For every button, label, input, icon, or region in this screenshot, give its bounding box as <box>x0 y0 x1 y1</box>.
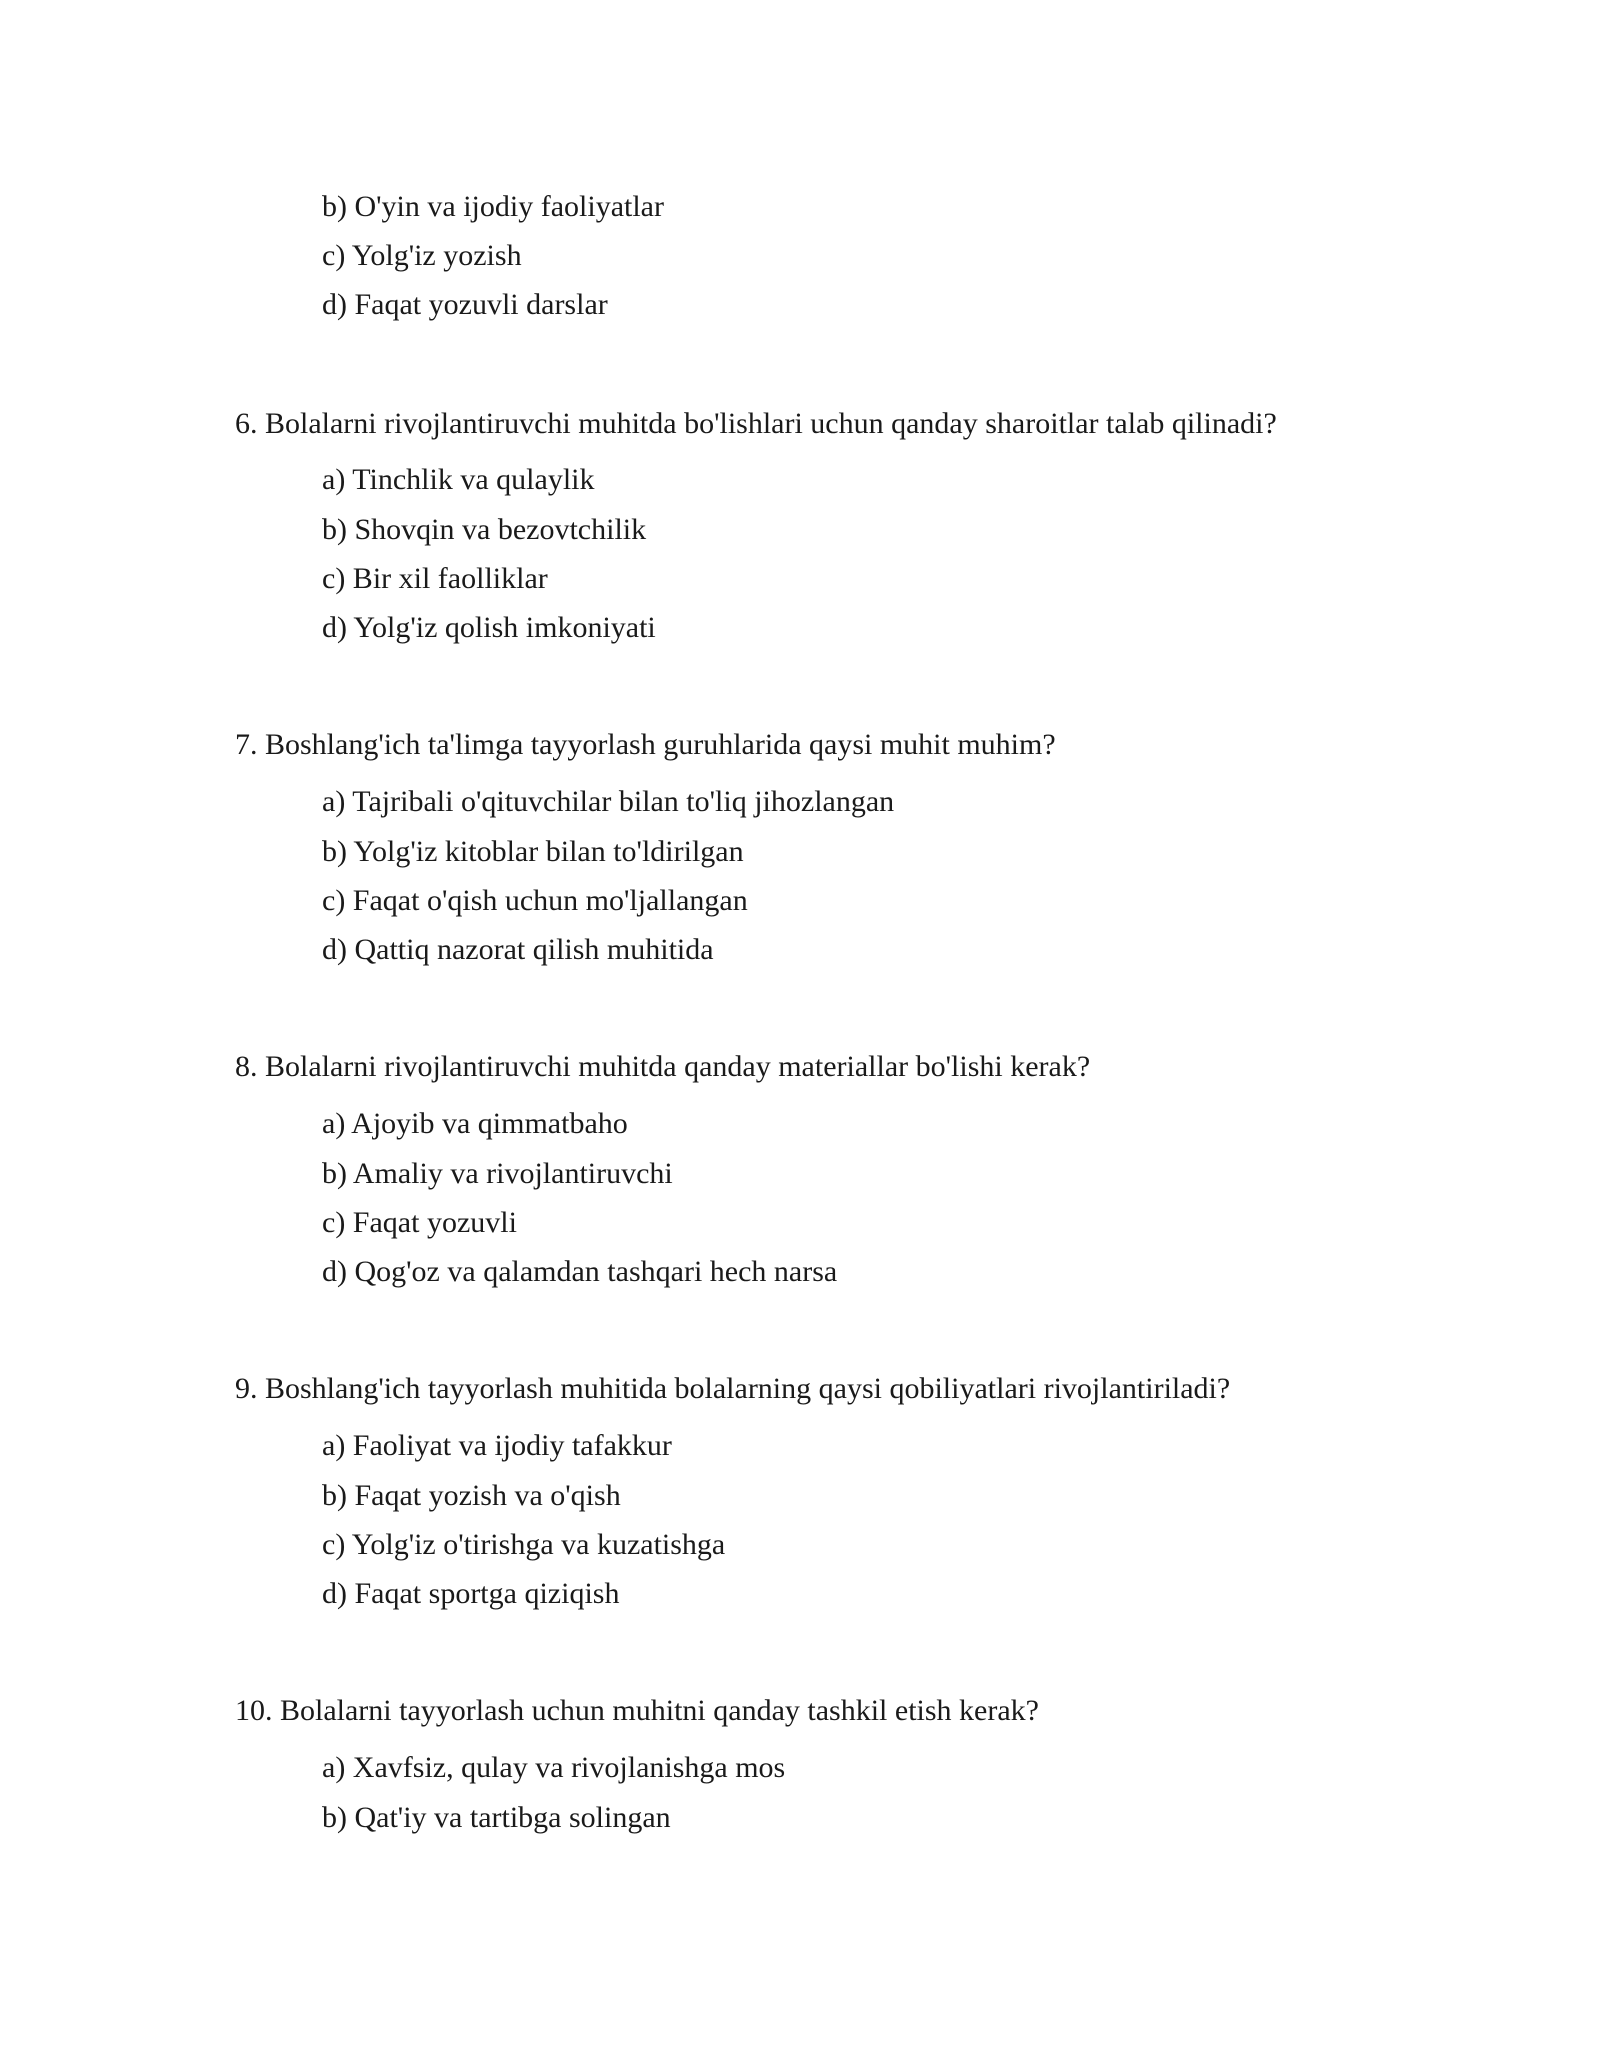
option-9a: a) Faoliyat va ijodiy tafakkur <box>322 1429 672 1462</box>
option-6d: d) Yolg'iz qolish imkoniyati <box>322 611 656 644</box>
question-8: 8. Bolalarni rivojlantiruvchi muhitda qanday materiallar bo'lishi kerak? <box>235 1050 1091 1083</box>
question-10: 10. Bolalarni tayyorlash uchun muhitni qanday tashkil etish kerak? <box>235 1694 1039 1727</box>
option-5b: b) O'yin va ijodiy faoliyatlar <box>322 190 664 223</box>
option-7d: d) Qattiq nazorat qilish muhitida <box>322 933 714 966</box>
question-6: 6. Bolalarni rivojlantiruvchi muhitda bo'lishlari uchun qanday sharoitlar talab qilinadi? <box>235 407 1277 440</box>
question-7: 7. Boshlang'ich ta'limga tayyorlash guruhlarida qaysi muhit muhim? <box>235 728 1056 761</box>
option-8c: c) Faqat yozuvli <box>322 1206 517 1239</box>
option-9d: d) Faqat sportga qiziqish <box>322 1577 620 1610</box>
option-7b: b) Yolg'iz kitoblar bilan to'ldirilgan <box>322 835 744 868</box>
option-6a: a) Tinchlik va qulaylik <box>322 463 595 496</box>
option-10b: b) Qat'iy va tartibga solingan <box>322 1801 671 1834</box>
option-9b: b) Faqat yozish va o'qish <box>322 1479 621 1512</box>
question-9: 9. Boshlang'ich tayyorlash muhitida bolalarning qaysi qobiliyatlari rivojlantiriladi? <box>235 1372 1231 1405</box>
option-9c: c) Yolg'iz o'tirishga va kuzatishga <box>322 1528 726 1561</box>
option-7c: c) Faqat o'qish uchun mo'ljallangan <box>322 884 748 917</box>
option-6b: b) Shovqin va bezovtchilik <box>322 513 647 546</box>
option-7a: a) Tajribali o'qituvchilar bilan to'liq jihozlangan <box>322 785 895 818</box>
option-5d: d) Faqat yozuvli darslar <box>322 288 608 321</box>
option-8b: b) Amaliy va rivojlantiruvchi <box>322 1157 673 1190</box>
option-10a: a) Xavfsiz, qulay va rivojlanishga mos <box>322 1751 786 1784</box>
option-6c: c) Bir xil faolliklar <box>322 562 548 595</box>
option-8a: a) Ajoyib va qimmatbaho <box>322 1107 628 1140</box>
option-5c: c) Yolg'iz yozish <box>322 239 522 272</box>
option-8d: d) Qog'oz va qalamdan tashqari hech narsa <box>322 1255 838 1288</box>
